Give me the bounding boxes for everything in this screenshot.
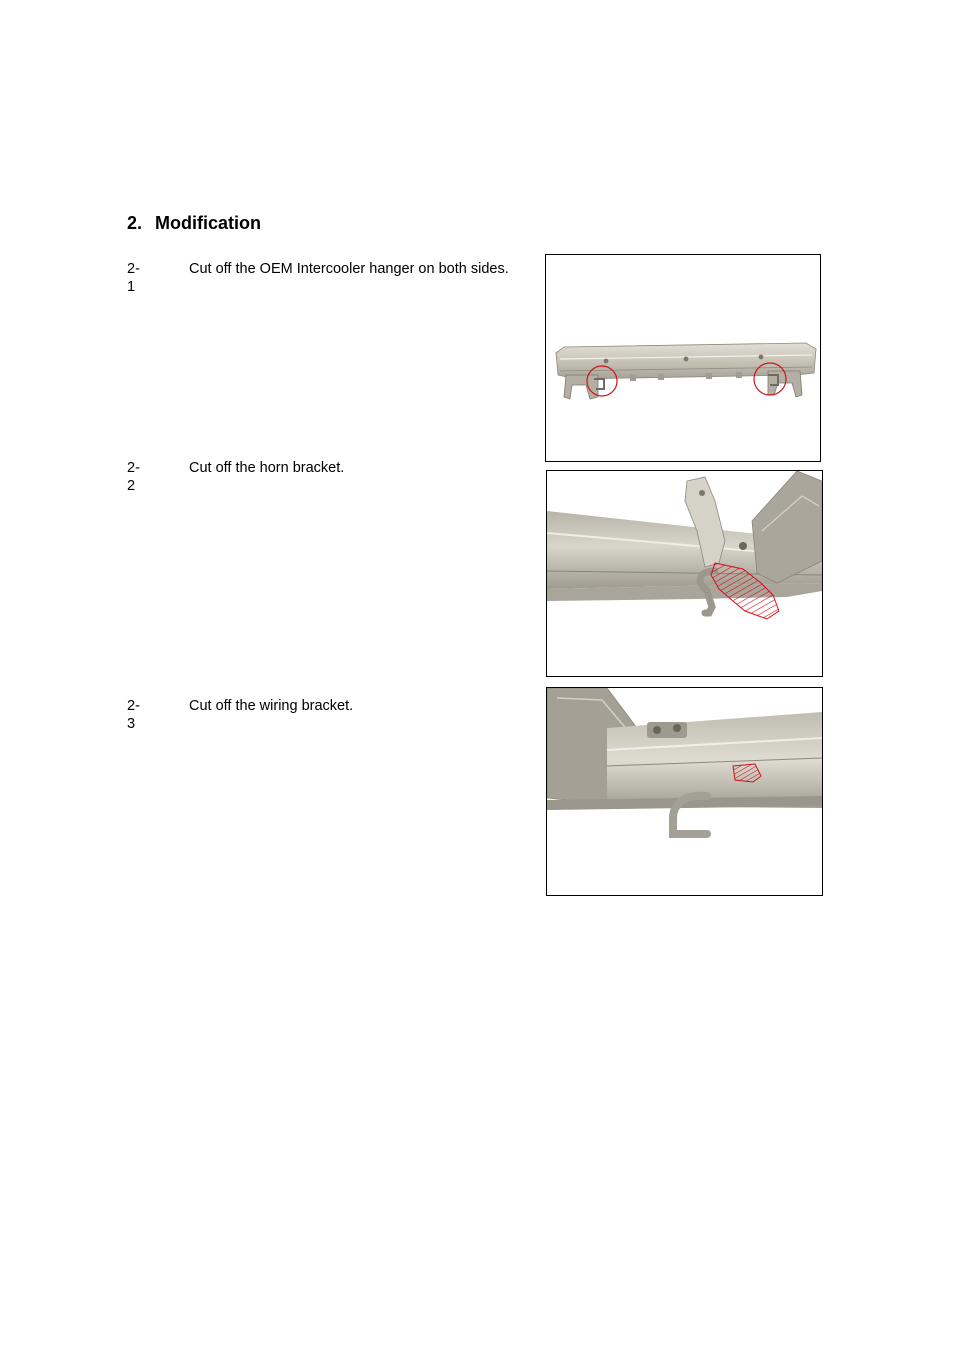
- figure-horn-bracket: [546, 470, 823, 677]
- figure-wiring-bracket: [546, 687, 823, 896]
- section-number: 2.: [127, 213, 143, 233]
- cut-area-hatch: [733, 764, 761, 782]
- figure-bumper-beam: [545, 254, 821, 462]
- step-number: 2-1: [127, 261, 140, 295]
- step-text: Cut off the horn bracket.: [189, 460, 345, 476]
- step-number: 2-3: [127, 698, 140, 732]
- section-title: Modification: [155, 213, 261, 233]
- step-text: Cut off the wiring bracket.: [189, 698, 354, 714]
- section-heading: [127, 213, 261, 234]
- step-number: 2-2: [127, 460, 140, 494]
- step-text: Cut off the OEM Intercooler hanger on both sides.: [189, 261, 509, 277]
